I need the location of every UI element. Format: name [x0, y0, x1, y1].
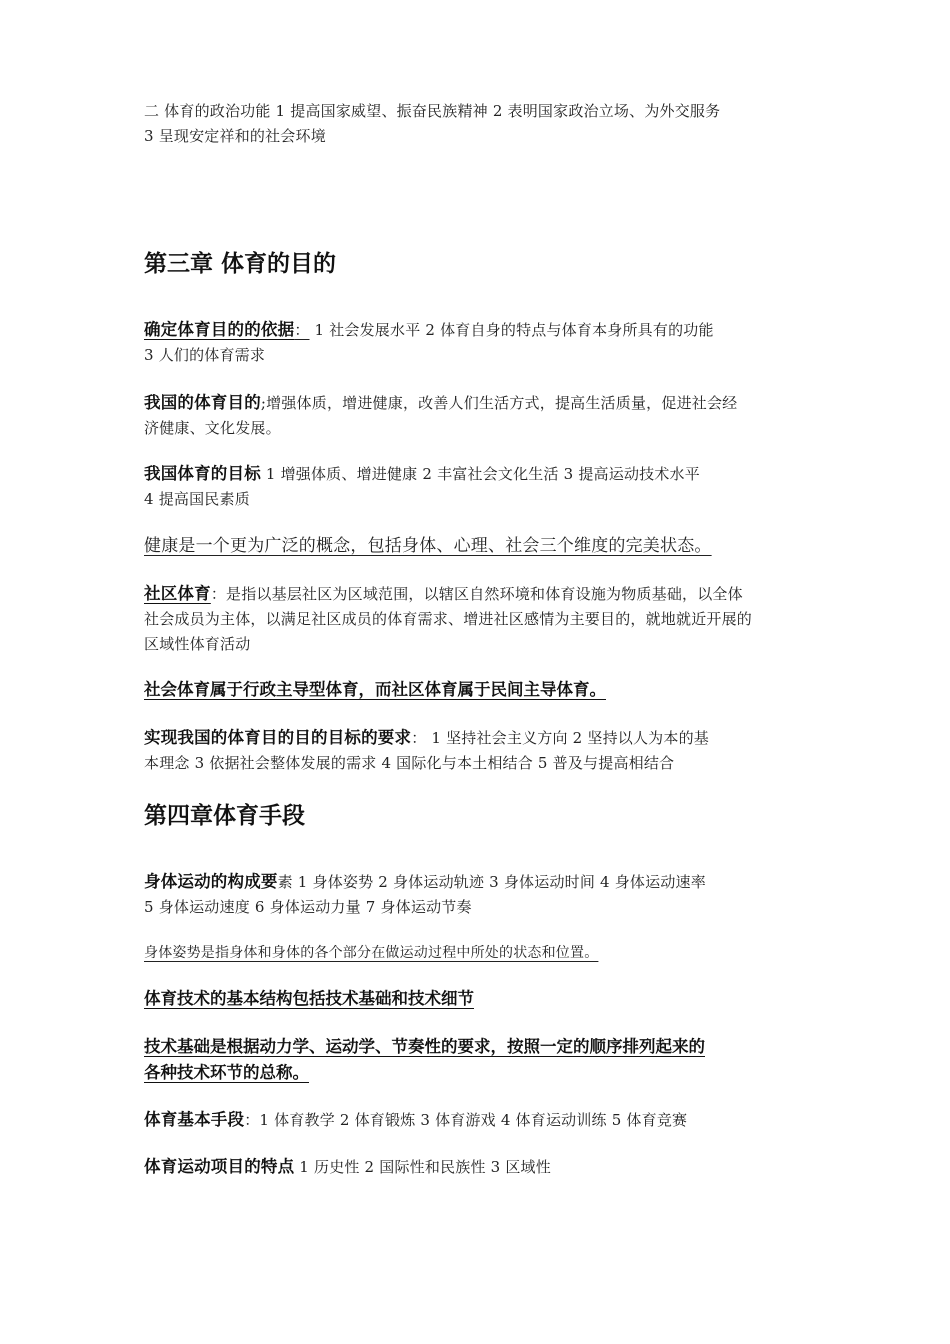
purpose-basis-sep: ：: [294, 321, 310, 339]
community-sport-line-3: 区域性体育活动: [144, 635, 251, 653]
movement-elements-paragraph: [144, 869, 812, 920]
requirements-line-2: 本理念 3 依据社会整体发展的需求 4 国际化与本土相结合 5 普及与提高相结合: [144, 754, 675, 772]
community-sport-term: 社区体育: [144, 584, 211, 603]
national-purpose-text: ;增强体质，增进健康，改善人们生活方式，提高生活质量，促进社会经: [260, 394, 738, 412]
chapter-4-title: 第四章体育手段: [144, 803, 305, 829]
requirements-text: ： 1 坚持社会主义方向 2 坚持以人为本的基: [411, 729, 709, 747]
community-sport-line-2: 社会成员为主体，以满足社区成员的体育需求、增进社区感情为主要目的，就地就近开展的: [144, 610, 753, 628]
national-goals-paragraph: [144, 461, 812, 512]
social-vs-community-statement: 社会体育属于行政主导型体育，而社区体育属于民间主导体育。: [144, 680, 606, 699]
basic-means-term: 体育基本手段: [144, 1110, 245, 1129]
purpose-basis-text: 1 社会发展水平 2 体育自身的特点与体育本身所具有的功能: [309, 321, 714, 339]
chapter-3-title: 第三章 体育的目的: [144, 251, 337, 277]
movement-elements-term: 身体运动的构成要: [144, 872, 278, 891]
movement-elements-line-2: 5 身体运动速度 6 身体运动力量 7 身体运动节奏: [144, 898, 472, 916]
purpose-basis-term: 确定体育目的的依据: [144, 320, 295, 339]
sport-features-term: 体育运动项目的特点: [144, 1157, 295, 1176]
tech-structure-statement: 体育技术的基本结构包括技术基础和技术细节: [144, 989, 474, 1008]
community-sport-paragraph: [144, 581, 812, 657]
health-definition: 健康是一个更为广泛的概念，包括身体、心理、社会三个维度的完美状态。: [144, 536, 712, 556]
political-function-paragraph: [144, 99, 812, 149]
requirements-term: 实现我国的体育目的目的目标的要求: [144, 728, 412, 747]
community-sport-text: ：是指以基层社区为区域范围，以辖区自然环境和体育设施为物质基础，以全体: [210, 585, 743, 603]
tech-base-line-2: 各种技术环节的总称。: [144, 1063, 309, 1082]
national-purpose-term: 我国的体育目的: [144, 393, 261, 412]
basic-means-paragraph: [144, 1107, 812, 1133]
basic-means-text: ：1 体育教学 2 体育锻炼 3 体育游戏 4 体育运动训练 5 体育竞赛: [244, 1111, 688, 1129]
sport-features-paragraph: [144, 1154, 812, 1180]
sport-features-text: 1 历史性 2 国际性和民族性 3 区域性: [294, 1158, 551, 1176]
national-purpose-paragraph: [144, 390, 812, 441]
tech-base-line-1: 技术基础是根据动力学、运动学、节奏性的要求，按照一定的顺序排列起来的: [144, 1037, 705, 1056]
tech-base-paragraph: [144, 1034, 812, 1086]
national-goals-text: 1 增强体质、增进健康 2 丰富社会文化生活 3 提高运动技术水平: [260, 465, 700, 483]
political-function-line-2: 3 呈现安定祥和的社会环境: [144, 127, 326, 145]
national-goals-term: 我国体育的目标: [144, 464, 261, 483]
national-goals-line-2: 4 提高国民素质: [144, 490, 250, 508]
movement-elements-text: 素 1 身体姿势 2 身体运动轨迹 3 身体运动时间 4 身体运动速率: [277, 873, 706, 891]
posture-definition: 身体姿势是指身体和身体的各个部分在做运动过程中所处的状态和位置。: [144, 945, 599, 961]
requirements-paragraph: [144, 725, 812, 776]
political-function-line-1: 二 体育的政治功能 1 提高国家威望、振奋民族精神 2 表明国家政治立场、为外交服务: [144, 102, 721, 120]
purpose-basis-paragraph: [144, 317, 812, 368]
national-purpose-line-2: 济健康、文化发展。: [144, 419, 281, 437]
purpose-basis-line-2: 3 人们的体育需求: [144, 346, 266, 364]
